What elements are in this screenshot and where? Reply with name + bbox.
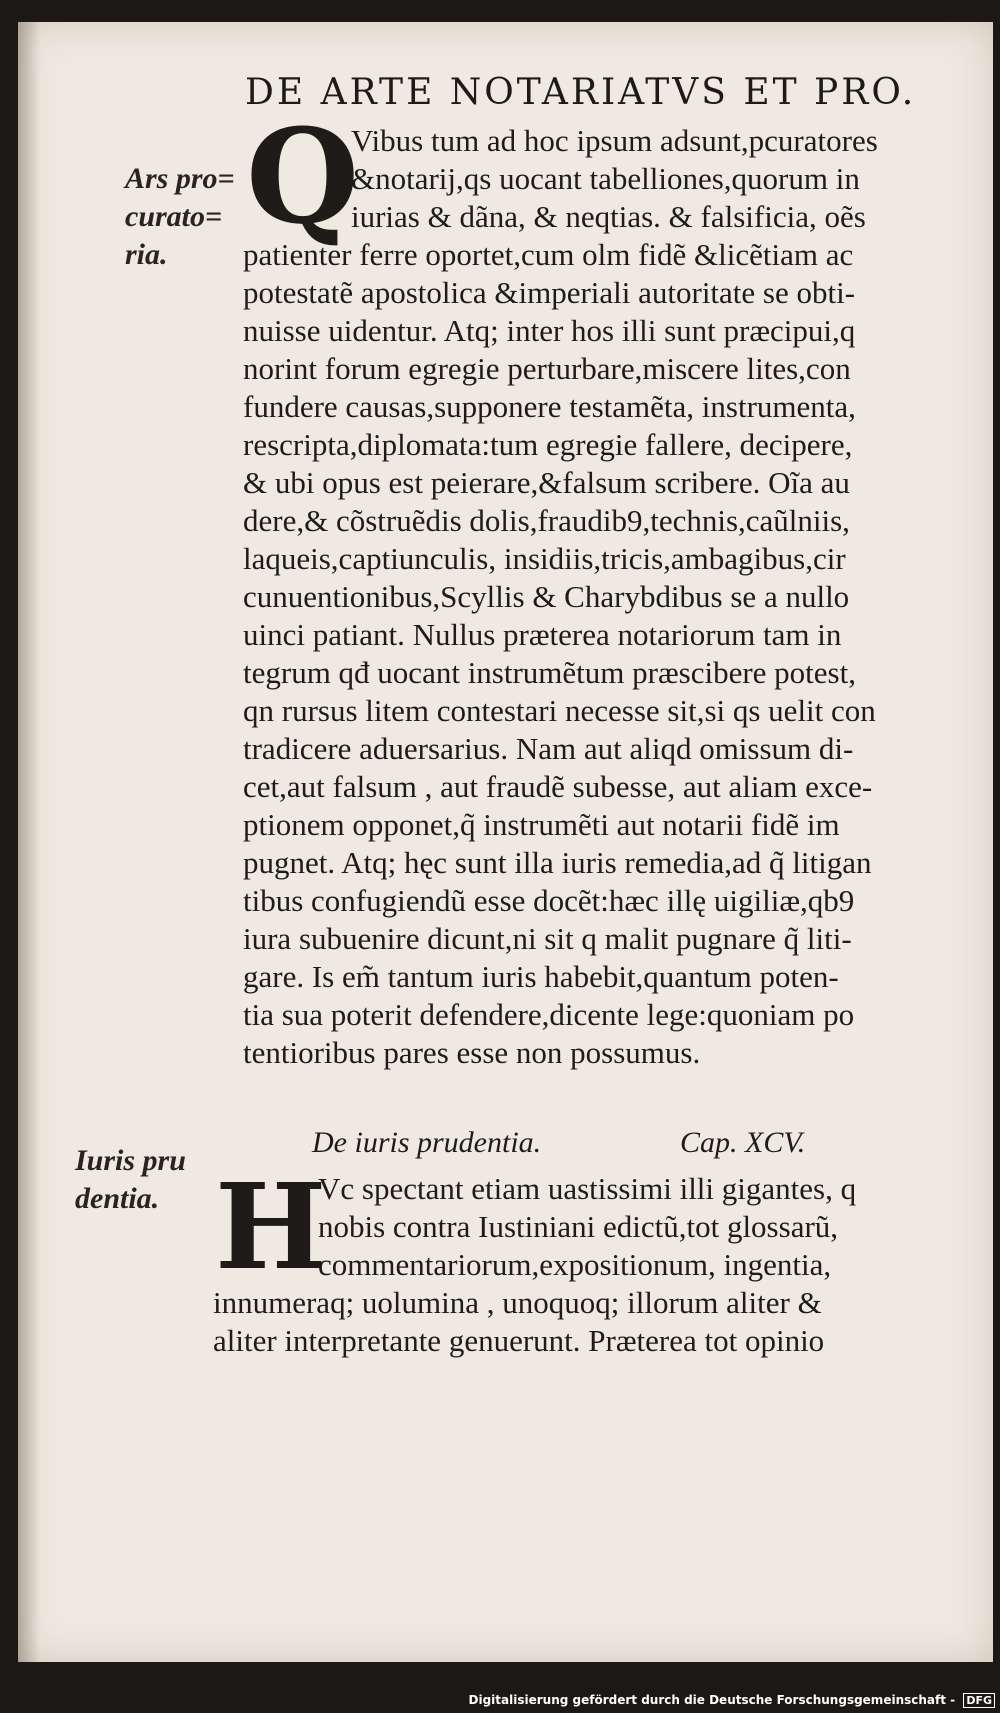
text-line: Vc spectant etiam uastissimi illi gigantes, q bbox=[318, 1171, 857, 1206]
page-gutter-shadow bbox=[18, 22, 40, 1662]
text-line: Vibus tum ad hoc ipsum adsunt,pcuratores bbox=[351, 123, 878, 158]
margin-note-iuris-prudentia bbox=[75, 1142, 186, 1218]
footer-text: Digitalisierung gefördert durch die Deutsche Forschungsgemeinschaft - bbox=[468, 1693, 956, 1707]
text-line: iurias & dãna, & neqtias. & falsificia, oẽs bbox=[351, 199, 866, 234]
margin-note-ars-procuratoria bbox=[125, 160, 235, 274]
text-line: cet,aut falsum , aut fraudẽ subesse, aut aliam exce- bbox=[243, 769, 873, 804]
text-line: rescripta,diplomata:tum egregie fallere, decipere, bbox=[243, 427, 853, 462]
margin-note-line: ria. bbox=[125, 238, 168, 271]
text-line: tentioribus pares esse non possumus. bbox=[243, 1035, 701, 1070]
text-line: &notarij,qs uocant tabelliones,quorum in bbox=[351, 161, 860, 196]
text-line: laqueis,captiunculis, insidiis,tricis,ambagibus,cir bbox=[243, 541, 846, 576]
text-line: tia sua poterit defendere,dicente lege:quoniam po bbox=[243, 997, 855, 1032]
text-line: norint forum egregie perturbare,miscere lites,con bbox=[243, 351, 851, 386]
text-line: pugnet. Atq; hęc sunt illa iuris remedia,ad q̃ litigan bbox=[243, 845, 872, 880]
text-line: uinci patiant. Nullus præterea notariorum tam in bbox=[243, 617, 842, 652]
text-line: patienter ferre oportet,cum olm fidẽ &licẽtiam ac bbox=[243, 237, 854, 272]
margin-note-line: Iuris pru bbox=[75, 1144, 186, 1177]
drop-cap-q: Q bbox=[246, 100, 360, 253]
text-line: potestatẽ apostolica &imperiali autoritate se obti- bbox=[243, 275, 856, 310]
text-line: ptionem opponet,q̃ instrumẽti aut notarii fidẽ im bbox=[243, 807, 840, 842]
text-line: gare. Is em̃ tantum iuris habebit,quantum poten- bbox=[243, 959, 839, 994]
text-line: qn rursus litem contestari necesse sit,si qs uelit con bbox=[243, 693, 876, 728]
running-head: DE ARTE NOTARIATVS ET PRO. bbox=[245, 72, 917, 113]
text-line: iura subuenire dicunt,ni sit q malit pugnare q̃ liti- bbox=[243, 921, 852, 956]
text-line: dere,& cõstruẽdis dolis,fraudib9,technis,caũlniis, bbox=[243, 503, 850, 538]
dfg-logo: DFG bbox=[963, 1693, 995, 1708]
chapter-text-block bbox=[213, 1157, 993, 1360]
text-line: innumeraq; uolumina , unoquoq; illorum aliter & bbox=[213, 1285, 822, 1320]
text-line: & ubi opus est peierare,&falsum scribere. Oĩa au bbox=[243, 465, 850, 500]
text-line: nuisse uidentur. Atq; inter hos illi sunt præcipui,q bbox=[243, 313, 856, 348]
text-line: fundere causas,supponere testamẽta, instrumenta, bbox=[243, 389, 856, 424]
chapter-title: De iuris prudentia. bbox=[312, 1126, 542, 1159]
drop-cap-h: H bbox=[215, 1157, 327, 1296]
text-line: cunuentionibus,Scyllis & Charybdibus se a nullo bbox=[243, 579, 850, 614]
main-text-block bbox=[243, 122, 988, 1072]
margin-note-line: curato= bbox=[125, 200, 223, 233]
text-line: tibus confugiendũ esse docẽt:hæc illę uigiliæ,qb9 bbox=[243, 883, 855, 918]
text-line: nobis contra Iustiniani edictũ,tot glossarũ, bbox=[318, 1209, 839, 1244]
margin-note-line: dentia. bbox=[75, 1182, 160, 1215]
chapter-number: Cap. XCV. bbox=[680, 1126, 806, 1159]
margin-note-line: Ars pro= bbox=[125, 162, 235, 195]
text-line: commentariorum,expositionum, ingentia, bbox=[318, 1247, 832, 1282]
text-line: tradicere aduersarius. Nam aut aliqd omissum di- bbox=[243, 731, 854, 766]
digitization-footer bbox=[0, 1690, 995, 1710]
text-line: aliter interpretante genuerunt. Præterea tot opinio bbox=[213, 1323, 825, 1358]
chapter-heading bbox=[312, 1123, 872, 1163]
text-line: tegrum qđ uocant instrumẽtum præscibere potest, bbox=[243, 655, 856, 690]
